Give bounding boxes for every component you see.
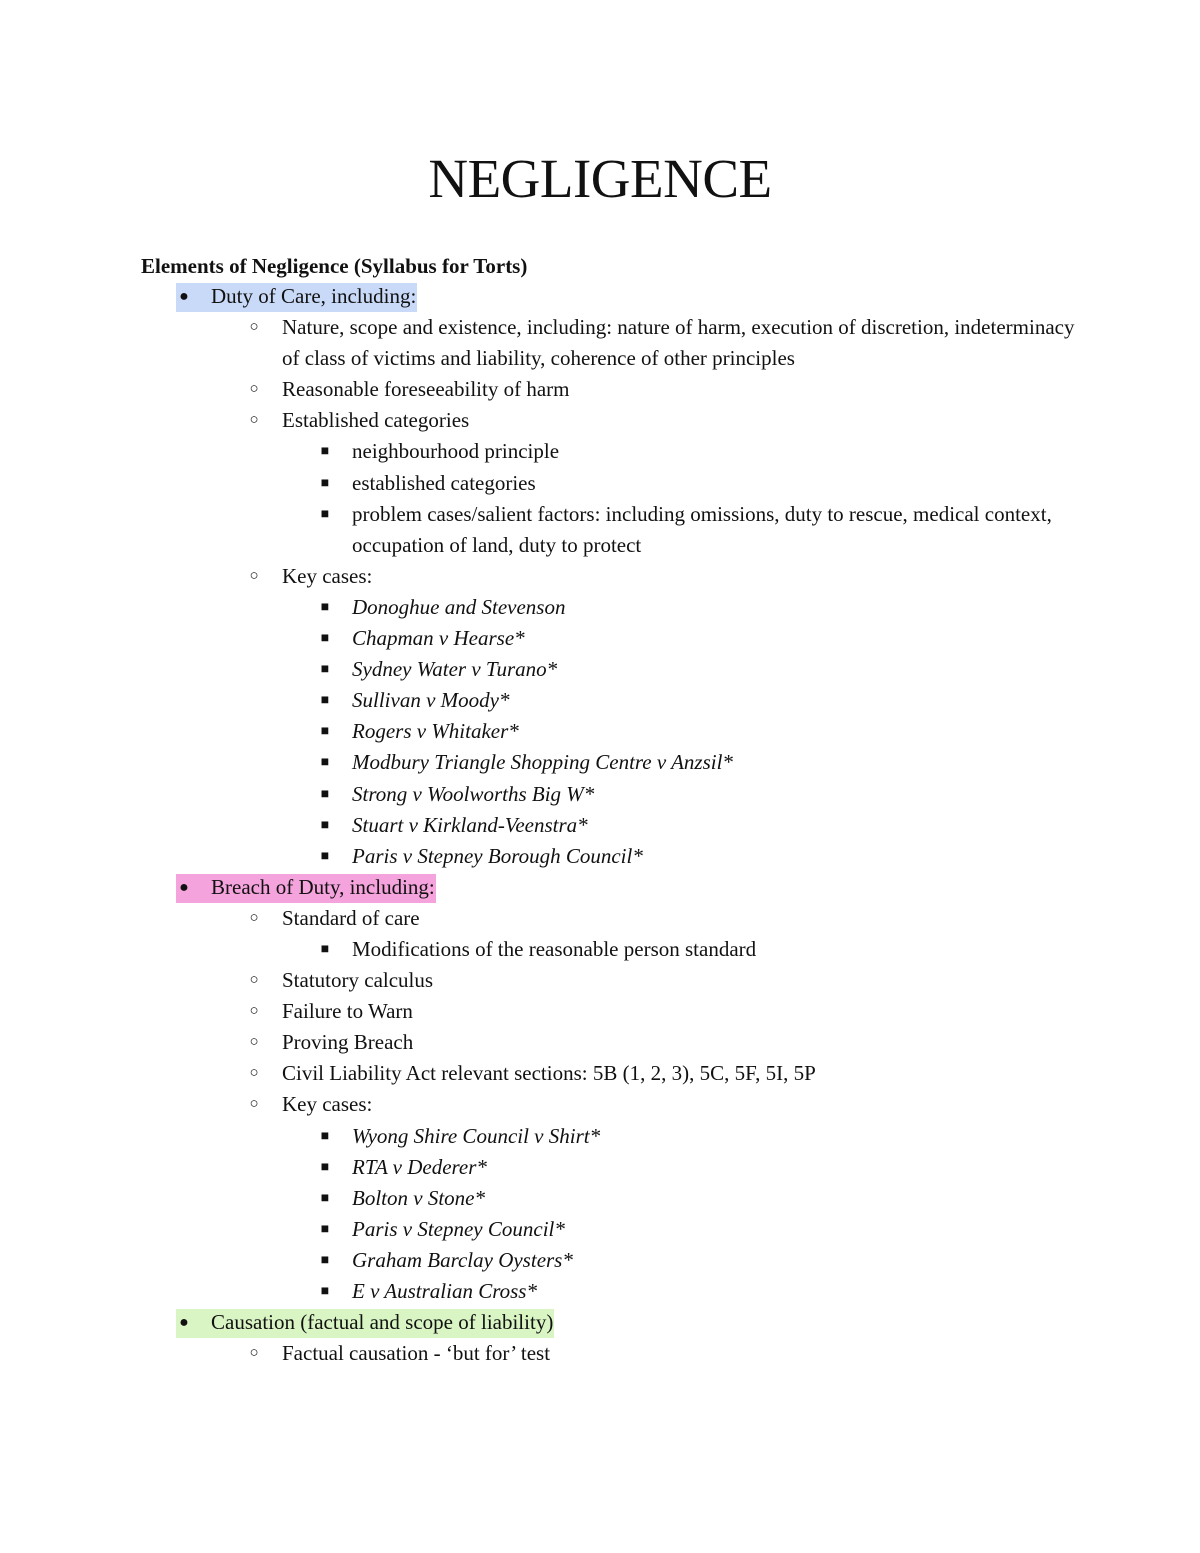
outline-item-causation <box>0 1307 1200 1338</box>
causation-label: Causation (factual and scope of liability) <box>211 1310 554 1335</box>
syllabus-outline <box>0 281 1200 1369</box>
case-name: E v Australian Cross* <box>352 1279 537 1303</box>
filled-square-bullet-icon: ■ <box>320 786 330 802</box>
filled-square-bullet-icon: ■ <box>320 1159 330 1175</box>
duty-item-nature-scope <box>0 312 1200 374</box>
case-name: Graham Barclay Oysters* <box>352 1247 573 1272</box>
filled-square-bullet-icon: ■ <box>320 848 330 864</box>
outline-item-duty-of-care <box>0 281 1200 312</box>
hollow-circle-bullet-icon: ○ <box>249 1003 259 1020</box>
case-item <box>0 1245 1200 1276</box>
filled-square-bullet-icon: ■ <box>320 693 330 709</box>
filled-square-bullet-icon: ■ <box>320 475 330 491</box>
filled-circle-bullet-icon: ● <box>179 288 189 305</box>
breach-item-text: Failure to Warn <box>282 999 413 1024</box>
case-name: Paris v Stepney Borough Council* <box>352 843 643 868</box>
duty-item-text: Established categories <box>282 408 470 433</box>
causation-item-factual <box>0 1338 1200 1369</box>
case-name: Paris v Stepney Council* <box>352 1216 565 1241</box>
duty-item-text: Nature, scope and existence, including: nature of harm, execution of discretion, indeterminacy of class of victims and liability, coherence of other principles <box>282 315 1075 371</box>
filled-square-bullet-icon: ■ <box>320 662 330 678</box>
breach-label: Breach of Duty, including: <box>211 874 435 899</box>
case-item <box>0 1152 1200 1183</box>
case-name: RTA v Dederer* <box>352 1154 487 1179</box>
breach-item-statutory-calculus <box>0 965 1200 996</box>
case-item <box>0 747 1200 778</box>
duty-item-key-cases <box>0 561 1200 592</box>
category-item <box>0 468 1200 499</box>
section-heading: Elements of Negligence (Syllabus for Torts) <box>141 254 528 278</box>
case-name: Wyong Shire Council v Shirt* <box>352 1123 601 1148</box>
duty-item-established-categories <box>0 405 1200 436</box>
filled-square-bullet-icon: ■ <box>320 755 330 771</box>
filled-square-bullet-icon: ■ <box>320 817 330 833</box>
hollow-circle-bullet-icon: ○ <box>249 412 259 429</box>
case-item <box>0 1183 1200 1214</box>
hollow-circle-bullet-icon: ○ <box>249 909 259 926</box>
filled-square-bullet-icon: ■ <box>320 1284 330 1299</box>
breach-item-text: Statutory calculus <box>282 968 434 993</box>
case-item <box>0 592 1200 623</box>
hollow-circle-bullet-icon: ○ <box>249 1034 259 1051</box>
hollow-circle-bullet-icon: ○ <box>249 972 259 989</box>
breach-item-text: Key cases: <box>282 1092 373 1117</box>
filled-square-bullet-icon: ■ <box>320 1190 330 1206</box>
case-name: Strong v Woolworths Big W* <box>352 781 595 806</box>
case-item <box>0 1276 1200 1307</box>
filled-square-bullet-icon: ■ <box>320 1221 330 1237</box>
case-item <box>0 716 1200 747</box>
case-item <box>0 685 1200 716</box>
filled-square-bullet-icon: ■ <box>320 599 330 615</box>
category-item <box>0 436 1200 467</box>
filled-circle-bullet-icon: ● <box>179 1314 189 1332</box>
outline-item-breach-of-duty <box>0 872 1200 903</box>
case-item <box>0 1121 1200 1152</box>
hollow-circle-bullet-icon: ○ <box>249 1065 259 1082</box>
standard-sub-item <box>0 934 1200 965</box>
case-item <box>0 623 1200 654</box>
breach-item-text: Standard of care <box>282 905 420 930</box>
breach-item-key-cases <box>0 1089 1200 1120</box>
breach-item-civil-liability-act <box>0 1058 1200 1089</box>
filled-square-bullet-icon: ■ <box>320 444 330 460</box>
filled-square-bullet-icon: ■ <box>320 1252 330 1268</box>
case-item <box>0 654 1200 685</box>
breach-item-standard-of-care <box>0 903 1200 934</box>
case-name: Donoghue and Stevenson <box>352 594 566 619</box>
category-text: neighbourhood principle <box>352 439 560 464</box>
category-text: established categories <box>352 470 536 495</box>
duty-item-text: Reasonable foreseeability of harm <box>282 377 570 402</box>
case-name: Rogers v Whitaker* <box>352 719 519 744</box>
category-text: problem cases/salient factors: including omissions, duty to rescue, medical context, occupation of land, duty to protect <box>352 501 1052 557</box>
filled-square-bullet-icon: ■ <box>320 506 330 522</box>
filled-square-bullet-icon: ■ <box>320 631 330 647</box>
case-name: Sullivan v Moody* <box>352 688 510 713</box>
filled-square-bullet-icon: ■ <box>320 941 330 957</box>
case-name: Stuart v Kirkland-Veenstra* <box>352 812 588 837</box>
case-name: Bolton v Stone* <box>352 1185 485 1210</box>
duty-item-text: Key cases: <box>282 563 373 588</box>
case-item <box>0 841 1200 872</box>
causation-item-text: Factual causation - ‘but for’ test <box>282 1341 551 1366</box>
duty-label: Duty of Care, including: <box>211 284 417 308</box>
standard-sub-text: Modifications of the reasonable person standard <box>352 936 757 961</box>
breach-item-text: Proving Breach <box>282 1030 414 1055</box>
duty-item-foreseeability <box>0 374 1200 405</box>
filled-square-bullet-icon: ■ <box>320 1128 330 1144</box>
case-item <box>0 810 1200 841</box>
case-name: Chapman v Hearse* <box>352 626 525 651</box>
case-name: Sydney Water v Turano* <box>352 657 558 682</box>
breach-item-failure-to-warn <box>0 996 1200 1027</box>
case-name: Modbury Triangle Shopping Centre v Anzsil* <box>352 750 733 775</box>
hollow-circle-bullet-icon: ○ <box>249 319 259 336</box>
filled-circle-bullet-icon: ● <box>179 878 189 896</box>
hollow-circle-bullet-icon: ○ <box>249 381 259 398</box>
filled-square-bullet-icon: ■ <box>320 724 330 740</box>
case-item <box>0 779 1200 810</box>
case-item <box>0 1214 1200 1245</box>
category-item <box>0 499 1200 561</box>
hollow-circle-bullet-icon: ○ <box>249 567 259 584</box>
hollow-circle-bullet-icon: ○ <box>249 1345 259 1362</box>
hollow-circle-bullet-icon: ○ <box>249 1096 259 1113</box>
document-title: NEGLIGENCE <box>428 148 772 209</box>
breach-item-proving-breach <box>0 1027 1200 1058</box>
breach-item-text: Civil Liability Act relevant sections: 5B (1, 2, 3), 5C, 5F, 5I, 5P <box>282 1061 816 1086</box>
